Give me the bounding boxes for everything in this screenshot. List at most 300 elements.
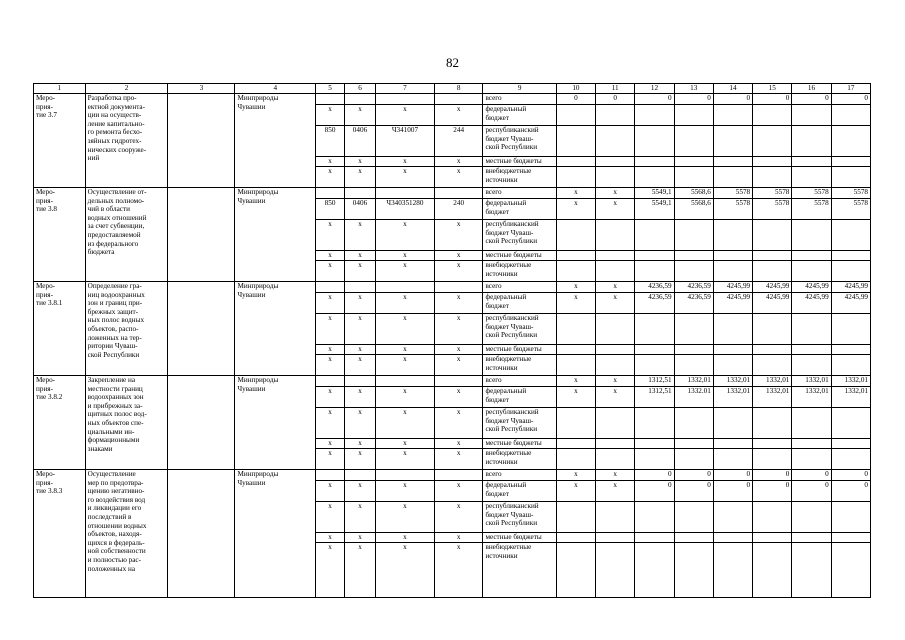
amount-cell: x <box>556 199 595 220</box>
amount-cell: 1332,01 <box>792 376 831 387</box>
code-csr: x <box>375 533 434 543</box>
amount-cell: 1332,01 <box>674 376 713 387</box>
code-rz-pr: x <box>344 167 375 188</box>
funding-source: местные бюджеты <box>483 345 556 355</box>
amount-cell <box>713 439 752 449</box>
code-csr <box>375 470 434 481</box>
amount-cell: 0 <box>596 94 635 105</box>
amount-cell: 0 <box>831 94 870 105</box>
amount-cell <box>753 220 792 251</box>
code-vr: x <box>434 220 483 251</box>
code-vr <box>434 94 483 105</box>
code-csr: x <box>375 261 434 282</box>
amount-cell <box>556 355 595 376</box>
code-csr: x <box>375 251 434 261</box>
amount-cell <box>635 533 674 543</box>
amount-cell <box>792 502 831 533</box>
amount-cell <box>792 449 831 470</box>
code-vr <box>434 376 483 387</box>
amount-cell: 0 <box>556 94 595 105</box>
code-csr: x <box>375 408 434 439</box>
code-gr: x <box>316 439 345 449</box>
amount-cell <box>635 251 674 261</box>
amount-cell: 1312,51 <box>635 376 674 387</box>
code-csr: x <box>375 167 434 188</box>
amount-cell: 0 <box>831 470 870 481</box>
amount-cell: 4245,99 <box>831 282 870 293</box>
code-rz-pr: x <box>344 533 375 543</box>
amount-cell <box>713 355 752 376</box>
measure-description: Закрепление на местности границ водоохранных зон и прибрежных за- щитных полос вод- ных объектов спе- циальными ин- формационными знаками <box>85 376 168 470</box>
code-gr <box>316 94 345 105</box>
amount-cell: 5578 <box>753 199 792 220</box>
measure-description: Разработка про- ектной документа- ции на осуществ- ление капитально- го ремонта бесхо- зяйных гидротех- нических сооруже- ний <box>85 94 168 188</box>
amount-cell: 5578 <box>831 188 870 199</box>
amount-cell <box>831 167 870 188</box>
table-row <box>34 376 871 387</box>
amount-cell <box>556 220 595 251</box>
column-number: 14 <box>713 84 752 94</box>
empty-cell <box>168 94 235 188</box>
code-vr <box>434 188 483 199</box>
code-vr: x <box>434 251 483 261</box>
amount-cell <box>792 126 831 157</box>
code-csr <box>375 282 434 293</box>
measure-number: Меро- прия- тие 3.8.3 <box>34 470 86 598</box>
code-csr: x <box>375 157 434 167</box>
amount-cell: 5549,1 <box>635 199 674 220</box>
funding-source: федеральный бюджет <box>483 387 556 408</box>
amount-cell <box>556 167 595 188</box>
amount-cell <box>753 126 792 157</box>
code-vr: x <box>434 167 483 188</box>
amount-cell <box>556 449 595 470</box>
code-gr: x <box>316 502 345 533</box>
amount-cell <box>792 167 831 188</box>
code-rz-pr: x <box>344 314 375 345</box>
amount-cell <box>831 355 870 376</box>
amount-cell: 4245,99 <box>792 282 831 293</box>
code-vr: x <box>434 157 483 167</box>
amount-cell <box>635 220 674 251</box>
code-rz-pr <box>344 94 375 105</box>
amount-cell <box>831 261 870 282</box>
amount-cell: x <box>556 293 595 314</box>
column-number: 17 <box>831 84 870 94</box>
code-vr: x <box>434 293 483 314</box>
amount-cell: 4236,59 <box>635 282 674 293</box>
amount-cell: 1332,01 <box>831 376 870 387</box>
amount-cell: 5578 <box>792 188 831 199</box>
amount-cell <box>635 167 674 188</box>
amount-cell <box>556 345 595 355</box>
column-number: 4 <box>235 84 316 94</box>
code-rz-pr: x <box>344 220 375 251</box>
column-number: 15 <box>753 84 792 94</box>
amount-cell <box>753 543 792 598</box>
code-csr: x <box>375 502 434 533</box>
amount-cell <box>792 157 831 167</box>
code-csr <box>375 94 434 105</box>
amount-cell <box>713 126 752 157</box>
amount-cell <box>831 533 870 543</box>
amount-cell <box>713 157 752 167</box>
code-rz-pr: x <box>344 481 375 502</box>
code-rz-pr: x <box>344 543 375 598</box>
amount-cell: x <box>556 282 595 293</box>
amount-cell: 4236,59 <box>635 293 674 314</box>
amount-cell: x <box>596 470 635 481</box>
code-rz-pr: x <box>344 387 375 408</box>
amount-cell <box>753 314 792 345</box>
table-row <box>34 282 871 293</box>
funding-source: местные бюджеты <box>483 157 556 167</box>
amount-cell <box>596 408 635 439</box>
amount-cell: x <box>596 376 635 387</box>
amount-cell <box>713 408 752 439</box>
funding-source: республиканский бюджет Чуваш- ской Республики <box>483 314 556 345</box>
code-gr: x <box>316 345 345 355</box>
funding-source: всего <box>483 94 556 105</box>
code-csr: x <box>375 345 434 355</box>
code-vr: x <box>434 345 483 355</box>
measure-number: Меро- прия- тие 3.8.2 <box>34 376 86 470</box>
amount-cell <box>674 251 713 261</box>
funding-source: республиканский бюджет Чуваш- ской Республики <box>483 126 556 157</box>
column-number: 9 <box>483 84 556 94</box>
code-gr: x <box>316 533 345 543</box>
amount-cell <box>753 105 792 126</box>
amount-cell <box>596 251 635 261</box>
table-row <box>34 94 871 105</box>
code-gr: x <box>316 481 345 502</box>
amount-cell <box>753 408 792 439</box>
amount-cell <box>713 449 752 470</box>
amount-cell <box>792 261 831 282</box>
amount-cell <box>556 408 595 439</box>
code-csr <box>375 376 434 387</box>
code-gr: x <box>316 261 345 282</box>
amount-cell: 0 <box>635 470 674 481</box>
amount-cell <box>674 157 713 167</box>
column-number: 5 <box>316 84 345 94</box>
amount-cell <box>596 543 635 598</box>
code-rz-pr: x <box>344 251 375 261</box>
amount-cell <box>753 439 792 449</box>
amount-cell <box>674 355 713 376</box>
code-gr: x <box>316 408 345 439</box>
code-csr: x <box>375 387 434 408</box>
amount-cell <box>556 261 595 282</box>
code-gr: 850 <box>316 199 345 220</box>
amount-cell <box>635 261 674 282</box>
amount-cell <box>831 543 870 598</box>
amount-cell <box>792 345 831 355</box>
amount-cell <box>596 439 635 449</box>
funding-source: местные бюджеты <box>483 533 556 543</box>
amount-cell <box>596 533 635 543</box>
amount-cell: 4245,99 <box>753 282 792 293</box>
code-csr: x <box>375 481 434 502</box>
amount-cell: 1312,51 <box>635 387 674 408</box>
code-gr: x <box>316 314 345 345</box>
code-rz-pr: x <box>344 261 375 282</box>
column-number: 10 <box>556 84 595 94</box>
funding-source: внебюджетные источники <box>483 543 556 598</box>
amount-cell <box>792 105 831 126</box>
code-vr <box>434 282 483 293</box>
amount-cell: 0 <box>713 481 752 502</box>
amount-cell: x <box>556 376 595 387</box>
funding-source: республиканский бюджет Чуваш- ской Республики <box>483 408 556 439</box>
amount-cell: 0 <box>674 94 713 105</box>
amount-cell <box>674 449 713 470</box>
amount-cell <box>753 355 792 376</box>
code-rz-pr <box>344 188 375 199</box>
column-number: 1 <box>34 84 86 94</box>
column-number-row <box>34 84 871 94</box>
code-rz-pr: 0406 <box>344 126 375 157</box>
amount-cell: 1332,01 <box>792 387 831 408</box>
amount-cell <box>753 157 792 167</box>
funding-source: всего <box>483 282 556 293</box>
amount-cell <box>674 261 713 282</box>
funding-source: местные бюджеты <box>483 251 556 261</box>
column-number: 6 <box>344 84 375 94</box>
amount-cell <box>713 105 752 126</box>
measure-description: Определение гра- ниц водоохранных зон и границ при- брежных защит- ных полос водных объектов, распо- ложенных на тер- ритории Чуваш- ской Республики <box>85 282 168 376</box>
amount-cell <box>792 314 831 345</box>
amount-cell <box>635 408 674 439</box>
amount-cell <box>635 314 674 345</box>
amount-cell <box>753 449 792 470</box>
code-csr: x <box>375 449 434 470</box>
code-rz-pr: x <box>344 345 375 355</box>
code-gr: x <box>316 293 345 314</box>
code-gr: x <box>316 220 345 251</box>
amount-cell: 4245,99 <box>753 293 792 314</box>
code-gr: x <box>316 167 345 188</box>
amount-cell <box>556 105 595 126</box>
amount-cell <box>674 105 713 126</box>
funding-source: внебюджетные источники <box>483 261 556 282</box>
amount-cell <box>674 126 713 157</box>
column-number: 12 <box>635 84 674 94</box>
amount-cell: 1332,01 <box>713 387 752 408</box>
code-vr: x <box>434 261 483 282</box>
amount-cell: 0 <box>635 94 674 105</box>
amount-cell <box>556 439 595 449</box>
funding-source: внебюджетные источники <box>483 355 556 376</box>
empty-cell <box>168 376 235 470</box>
amount-cell <box>674 314 713 345</box>
amount-cell: 0 <box>635 481 674 502</box>
code-vr: x <box>434 543 483 598</box>
amount-cell: x <box>596 481 635 502</box>
code-csr: x <box>375 220 434 251</box>
code-csr: x <box>375 293 434 314</box>
amount-cell <box>831 126 870 157</box>
amount-cell <box>635 449 674 470</box>
amount-cell: 0 <box>674 481 713 502</box>
amount-cell <box>596 502 635 533</box>
amount-cell <box>753 345 792 355</box>
amount-cell <box>596 126 635 157</box>
amount-cell: 1332.01 <box>674 387 713 408</box>
code-rz-pr <box>344 282 375 293</box>
amount-cell <box>831 502 870 533</box>
amount-cell: 1332,01 <box>753 387 792 408</box>
amount-cell <box>792 533 831 543</box>
funding-source: федеральный бюджет <box>483 105 556 126</box>
amount-cell <box>753 502 792 533</box>
amount-cell <box>792 251 831 261</box>
amount-cell <box>831 251 870 261</box>
amount-cell <box>674 502 713 533</box>
amount-cell: 4245,99 <box>713 282 752 293</box>
amount-cell: 0 <box>713 94 752 105</box>
code-gr: x <box>316 543 345 598</box>
amount-cell <box>635 105 674 126</box>
amount-cell: 0 <box>674 470 713 481</box>
amount-cell <box>635 543 674 598</box>
code-gr: x <box>316 355 345 376</box>
executor: Минприроды Чувашии <box>235 94 316 188</box>
amount-cell: 4236,59 <box>674 293 713 314</box>
code-vr: x <box>434 387 483 408</box>
amount-cell <box>596 355 635 376</box>
amount-cell <box>753 261 792 282</box>
page-number: 82 <box>446 55 459 70</box>
code-vr: x <box>434 314 483 345</box>
measure-description: Осуществление мер по предотвра- щению негативно- го воздействия вод и ликвидации его последствий в отношении водных объектов, находя- щихся в федераль- ной собственности и полностью рас- положенных на <box>85 470 168 598</box>
amount-cell: 4245,99 <box>831 293 870 314</box>
amount-cell: x <box>596 387 635 408</box>
amount-cell <box>635 157 674 167</box>
code-vr: 240 <box>434 199 483 220</box>
amount-cell <box>713 220 752 251</box>
code-gr <box>316 470 345 481</box>
code-vr: x <box>434 449 483 470</box>
amount-cell <box>674 533 713 543</box>
amount-cell: x <box>556 188 595 199</box>
amount-cell: 0 <box>792 94 831 105</box>
budget-table <box>33 83 871 598</box>
amount-cell: 5578 <box>792 199 831 220</box>
amount-cell <box>792 408 831 439</box>
code-csr: x <box>375 314 434 345</box>
amount-cell: 1332,01 <box>753 376 792 387</box>
code-rz-pr: x <box>344 355 375 376</box>
table-row <box>34 188 871 199</box>
amount-cell: 0 <box>792 470 831 481</box>
funding-source: республиканский бюджет Чуваш- ской Республики <box>483 220 556 251</box>
amount-cell <box>635 439 674 449</box>
amount-cell <box>556 314 595 345</box>
amount-cell <box>556 543 595 598</box>
amount-cell <box>792 355 831 376</box>
amount-cell: 1332,01 <box>713 376 752 387</box>
code-rz-pr: x <box>344 293 375 314</box>
amount-cell <box>831 220 870 251</box>
amount-cell <box>556 251 595 261</box>
amount-cell: 1332,01 <box>831 387 870 408</box>
amount-cell: 5568,6 <box>674 199 713 220</box>
amount-cell: 4236,59 <box>674 282 713 293</box>
amount-cell: x <box>596 199 635 220</box>
amount-cell <box>556 157 595 167</box>
amount-cell <box>831 449 870 470</box>
code-gr: x <box>316 251 345 261</box>
code-csr <box>375 188 434 199</box>
amount-cell <box>753 167 792 188</box>
amount-cell <box>596 261 635 282</box>
amount-cell: x <box>556 387 595 408</box>
table-row <box>34 470 871 481</box>
amount-cell: 4245,99 <box>792 293 831 314</box>
code-csr: Ч341007 <box>375 126 434 157</box>
amount-cell <box>635 355 674 376</box>
amount-cell <box>674 439 713 449</box>
amount-cell <box>635 126 674 157</box>
amount-cell <box>831 314 870 345</box>
table-body <box>34 84 871 598</box>
amount-cell <box>596 314 635 345</box>
amount-cell <box>635 345 674 355</box>
funding-source: федеральный бюджет <box>483 481 556 502</box>
column-number: 8 <box>434 84 483 94</box>
amount-cell <box>674 408 713 439</box>
amount-cell <box>596 157 635 167</box>
code-gr <box>316 376 345 387</box>
code-csr: Ч340351280 <box>375 199 434 220</box>
funding-source: всего <box>483 188 556 199</box>
funding-source: федеральный бюджет <box>483 293 556 314</box>
amount-cell <box>713 314 752 345</box>
amount-cell: 5578 <box>713 188 752 199</box>
column-number: 7 <box>375 84 434 94</box>
funding-source: федеральный бюджет <box>483 199 556 220</box>
amount-cell <box>713 533 752 543</box>
measure-number: Меро- прия- тие 3.7 <box>34 94 86 188</box>
measure-number: Меро- прия- тие 3.8 <box>34 188 86 282</box>
funding-source: всего <box>483 376 556 387</box>
amount-cell: 0 <box>792 481 831 502</box>
amount-cell: x <box>556 470 595 481</box>
empty-cell <box>168 282 235 376</box>
code-gr: x <box>316 387 345 408</box>
amount-cell <box>713 502 752 533</box>
amount-cell <box>674 345 713 355</box>
amount-cell <box>792 439 831 449</box>
code-vr: x <box>434 105 483 126</box>
code-gr: x <box>316 157 345 167</box>
amount-cell <box>831 439 870 449</box>
amount-cell: 4245,99 <box>713 293 752 314</box>
column-number: 2 <box>85 84 168 94</box>
code-vr: 244 <box>434 126 483 157</box>
amount-cell <box>556 502 595 533</box>
code-rz-pr: 0406 <box>344 199 375 220</box>
code-vr: x <box>434 481 483 502</box>
code-csr: x <box>375 105 434 126</box>
column-number: 3 <box>168 84 235 94</box>
code-csr: x <box>375 355 434 376</box>
code-gr: x <box>316 105 345 126</box>
amount-cell <box>596 345 635 355</box>
amount-cell: x <box>596 293 635 314</box>
amount-cell <box>556 533 595 543</box>
